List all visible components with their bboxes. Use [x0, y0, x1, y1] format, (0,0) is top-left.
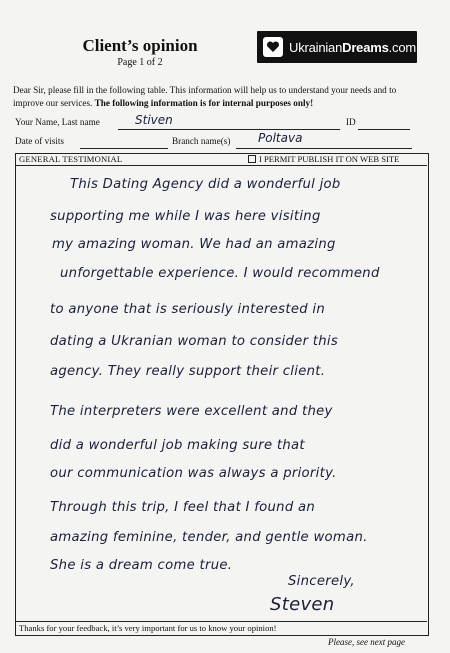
- testimonial-line: to anyone that is seriously interested in: [50, 302, 326, 317]
- testimonial-line: The interpreters were excellent and they: [50, 404, 333, 419]
- id-label: ID: [346, 117, 356, 127]
- testimonial-line: agency. They really support their client.: [50, 364, 326, 379]
- date-label: Date of visits: [15, 136, 64, 146]
- name-value: Stiven: [135, 113, 173, 127]
- intro-line-1: Dear Sir, please fill in the following table. This information will help us to understand your needs and to: [13, 85, 397, 95]
- page-number: Page 1 of 2: [117, 57, 163, 68]
- testimonial-line: Through this trip, I feel that I found an: [50, 500, 316, 515]
- testimonial-line: She is a dream come true.: [50, 558, 233, 573]
- next-page-note: Please, see next page: [328, 637, 405, 647]
- signature: Steven: [270, 594, 335, 615]
- testimonial-line: amazing feminine, tender, and gentle woman.: [50, 530, 368, 545]
- branch-value: Poltava: [258, 131, 303, 145]
- testimonial-line: my amazing woman. We had an amazing: [52, 237, 336, 252]
- heart-camera-icon: [263, 37, 283, 57]
- testimonial-line: This Dating Agency did a wonderful job: [70, 177, 341, 192]
- name-label: Your Name, Last name: [15, 117, 100, 127]
- intro-text: [13, 84, 433, 110]
- page-title: Client’s opinion: [82, 36, 198, 55]
- testimonial-line: our communication was always a priority.: [50, 466, 337, 481]
- brand-logo: [257, 31, 417, 63]
- date-field[interactable]: [80, 136, 168, 149]
- branch-label: Branch name(s): [172, 136, 231, 146]
- testimonial-heading: GENERAL TESTIMONIAL: [19, 154, 123, 164]
- footer-thanks: Thanks for your feedback, it’s very important for us to know your opinion!: [19, 623, 277, 633]
- checkbox-icon[interactable]: [248, 155, 256, 163]
- intro-line-2: improve our services. The following information is for internal purposes only!: [13, 98, 314, 108]
- permit-label: I PERMIT PUBLISH IT ON WEB SITE: [259, 154, 400, 164]
- closing-text: Sincerely,: [288, 574, 355, 589]
- testimonial-line: did a wonderful job making sure that: [50, 438, 305, 453]
- brand-name: UkrainianDreams.com: [289, 39, 416, 55]
- name-field[interactable]: [118, 113, 340, 130]
- id-field[interactable]: [358, 117, 410, 130]
- testimonial-line: unforgettable experience. I would recommend: [60, 266, 380, 281]
- testimonial-line: dating a Ukranian woman to consider this: [50, 334, 339, 349]
- permit-checkbox[interactable]: [248, 153, 399, 165]
- branch-field[interactable]: [236, 131, 412, 149]
- testimonial-line: supporting me while I was here visiting: [50, 209, 321, 224]
